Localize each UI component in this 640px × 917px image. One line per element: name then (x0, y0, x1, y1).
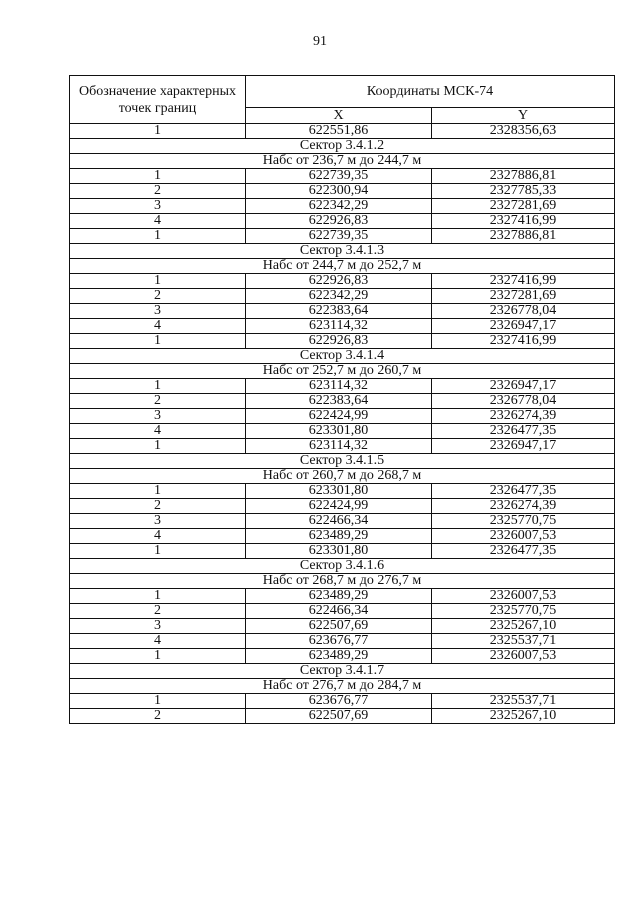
section-header-row (70, 574, 615, 589)
coordinates-group-header: Координаты МСК-74 (246, 76, 615, 108)
x-coordinate-cell: 623489,29 (246, 589, 432, 604)
table-row (70, 619, 615, 634)
table-header (70, 76, 615, 124)
section-title: Сектор 3.4.1.5 (70, 454, 615, 469)
table-row (70, 274, 615, 289)
point-label-cell: 2 (70, 499, 246, 514)
table-row (70, 229, 615, 244)
section-title: Сектор 3.4.1.6 (70, 559, 615, 574)
point-label-cell: 1 (70, 334, 246, 349)
table-row (70, 439, 615, 454)
x-coordinate-cell: 622507,69 (246, 619, 432, 634)
y-coordinate-cell: 2326778,04 (432, 304, 615, 319)
section-header-row (70, 259, 615, 274)
y-coordinate-cell: 2327281,69 (432, 199, 615, 214)
x-coordinate-cell: 622551,86 (246, 124, 432, 139)
x-coordinate-cell: 622466,34 (246, 514, 432, 529)
table-row (70, 184, 615, 199)
point-label-cell: 2 (70, 709, 246, 724)
section-header-row (70, 349, 615, 364)
y-coordinate-cell: 2326007,53 (432, 589, 615, 604)
x-coordinate-cell: 623301,80 (246, 424, 432, 439)
point-label-cell: 4 (70, 214, 246, 229)
point-label-cell: 1 (70, 694, 246, 709)
point-label-cell: 1 (70, 439, 246, 454)
point-label-cell: 1 (70, 124, 246, 139)
x-coordinate-cell: 622383,64 (246, 394, 432, 409)
x-coordinate-cell: 623114,32 (246, 439, 432, 454)
point-label-cell: 1 (70, 229, 246, 244)
y-coordinate-cell: 2327886,81 (432, 169, 615, 184)
table-row (70, 124, 615, 139)
x-coordinate-cell: 622383,64 (246, 304, 432, 319)
table-row (70, 304, 615, 319)
point-label-cell: 1 (70, 589, 246, 604)
y-coordinate-cell: 2326477,35 (432, 424, 615, 439)
y-coordinate-cell: 2327785,33 (432, 184, 615, 199)
x-coordinate-cell: 623114,32 (246, 379, 432, 394)
section-header-row (70, 664, 615, 679)
table-row (70, 604, 615, 619)
table-row (70, 589, 615, 604)
section-header-row (70, 469, 615, 484)
section-title: Сектор 3.4.1.3 (70, 244, 615, 259)
x-coordinate-cell: 622926,83 (246, 334, 432, 349)
table-row (70, 484, 615, 499)
x-coordinate-cell: 623489,29 (246, 529, 432, 544)
point-label-cell: 3 (70, 409, 246, 424)
point-label-cell: 2 (70, 184, 246, 199)
point-label-cell: 1 (70, 379, 246, 394)
point-label-cell: 3 (70, 514, 246, 529)
x-coordinate-cell: 623301,80 (246, 544, 432, 559)
point-label-cell: 3 (70, 619, 246, 634)
section-header-row (70, 454, 615, 469)
y-coordinate-cell: 2325770,75 (432, 514, 615, 529)
table-row (70, 334, 615, 349)
table-row (70, 409, 615, 424)
x-coordinate-cell: 623489,29 (246, 649, 432, 664)
table-row (70, 289, 615, 304)
y-coordinate-cell: 2325537,71 (432, 634, 615, 649)
section-title: Набс от 252,7 м до 260,7 м (70, 364, 615, 379)
section-title: Набс от 260,7 м до 268,7 м (70, 469, 615, 484)
section-header-row (70, 154, 615, 169)
y-coordinate-cell: 2326274,39 (432, 499, 615, 514)
table-row (70, 424, 615, 439)
table-row (70, 649, 615, 664)
point-label-cell: 1 (70, 484, 246, 499)
y-coordinate-cell: 2326007,53 (432, 649, 615, 664)
y-coordinate-cell: 2328356,63 (432, 124, 615, 139)
section-title: Сектор 3.4.1.4 (70, 349, 615, 364)
table-row (70, 709, 615, 724)
y-coordinate-cell: 2326947,17 (432, 379, 615, 394)
point-label-cell: 1 (70, 544, 246, 559)
y-coordinate-cell: 2326778,04 (432, 394, 615, 409)
table-row (70, 544, 615, 559)
y-coordinate-cell: 2326477,35 (432, 544, 615, 559)
y-coordinate-cell: 2325537,71 (432, 694, 615, 709)
section-title: Набс от 236,7 м до 244,7 м (70, 154, 615, 169)
point-label-cell: 4 (70, 424, 246, 439)
y-column-header: Y (432, 108, 615, 124)
points-column-header: Обозначение характерных точек границ (70, 76, 246, 124)
table-body (70, 124, 615, 724)
x-coordinate-cell: 623676,77 (246, 634, 432, 649)
x-coordinate-cell: 622507,69 (246, 709, 432, 724)
section-header-row (70, 139, 615, 154)
table-row (70, 169, 615, 184)
point-label-cell: 4 (70, 634, 246, 649)
y-coordinate-cell: 2326947,17 (432, 319, 615, 334)
y-coordinate-cell: 2326007,53 (432, 529, 615, 544)
y-coordinate-cell: 2327416,99 (432, 214, 615, 229)
table-row (70, 499, 615, 514)
point-label-cell: 3 (70, 199, 246, 214)
y-coordinate-cell: 2326477,35 (432, 484, 615, 499)
section-header-row (70, 364, 615, 379)
point-label-cell: 1 (70, 169, 246, 184)
x-coordinate-cell: 622342,29 (246, 199, 432, 214)
point-label-cell: 1 (70, 649, 246, 664)
x-coordinate-cell: 622739,35 (246, 169, 432, 184)
x-coordinate-cell: 623114,32 (246, 319, 432, 334)
point-label-cell: 1 (70, 274, 246, 289)
table-row (70, 319, 615, 334)
coordinates-table (69, 75, 615, 724)
x-coordinate-cell: 622300,94 (246, 184, 432, 199)
y-coordinate-cell: 2325267,10 (432, 619, 615, 634)
y-coordinate-cell: 2326947,17 (432, 439, 615, 454)
section-title: Набс от 244,7 м до 252,7 м (70, 259, 615, 274)
x-column-header: X (246, 108, 432, 124)
table-row (70, 514, 615, 529)
y-coordinate-cell: 2326274,39 (432, 409, 615, 424)
y-coordinate-cell: 2327416,99 (432, 274, 615, 289)
y-coordinate-cell: 2327416,99 (432, 334, 615, 349)
x-coordinate-cell: 623301,80 (246, 484, 432, 499)
section-header-row (70, 559, 615, 574)
table-row (70, 199, 615, 214)
point-label-cell: 2 (70, 289, 246, 304)
y-coordinate-cell: 2327281,69 (432, 289, 615, 304)
point-label-cell: 3 (70, 304, 246, 319)
x-coordinate-cell: 622342,29 (246, 289, 432, 304)
x-coordinate-cell: 622926,83 (246, 274, 432, 289)
point-label-cell: 2 (70, 604, 246, 619)
x-coordinate-cell: 622466,34 (246, 604, 432, 619)
table-row (70, 634, 615, 649)
section-title: Сектор 3.4.1.2 (70, 139, 615, 154)
x-coordinate-cell: 623676,77 (246, 694, 432, 709)
x-coordinate-cell: 622424,99 (246, 499, 432, 514)
y-coordinate-cell: 2327886,81 (432, 229, 615, 244)
table-row (70, 379, 615, 394)
section-header-row (70, 679, 615, 694)
section-header-row (70, 244, 615, 259)
section-title: Набс от 276,7 м до 284,7 м (70, 679, 615, 694)
point-label-cell: 4 (70, 529, 246, 544)
x-coordinate-cell: 622424,99 (246, 409, 432, 424)
section-title: Набс от 268,7 м до 276,7 м (70, 574, 615, 589)
table-row (70, 394, 615, 409)
page-number: 91 (313, 34, 327, 49)
x-coordinate-cell: 622926,83 (246, 214, 432, 229)
point-label-cell: 4 (70, 319, 246, 334)
table-row (70, 529, 615, 544)
table-row (70, 214, 615, 229)
point-label-cell: 2 (70, 394, 246, 409)
y-coordinate-cell: 2325267,10 (432, 709, 615, 724)
section-title: Сектор 3.4.1.7 (70, 664, 615, 679)
x-coordinate-cell: 622739,35 (246, 229, 432, 244)
y-coordinate-cell: 2325770,75 (432, 604, 615, 619)
table-row (70, 694, 615, 709)
